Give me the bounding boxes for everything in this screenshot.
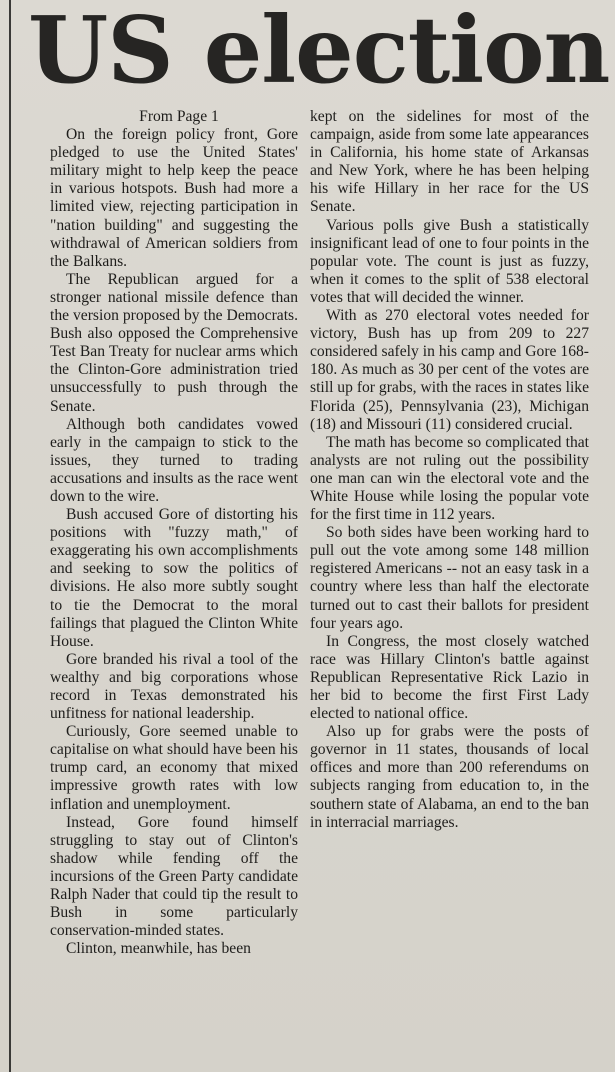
- paragraph: Clinton, meanwhile, has been: [66, 940, 251, 958]
- headline: US election: [28, 0, 610, 104]
- article-column-right: [310, 108, 589, 832]
- jump-line: From Page 1: [139, 108, 219, 125]
- paragraph: Bush accused Gore of distorting his positions with "fuzzy math," of exaggerating his own accomplishments and seeking to sow the politics of divisions. He also more subtly sought to tie the Democrat to the moral failings that plagued the Clinton White House.: [50, 506, 298, 650]
- paragraph: Although both candidates vowed early in the campaign to stick to the issues, they turned to trading accusations and insults as the race went down to the wire.: [50, 415, 298, 505]
- paragraph-continuation: kept on the sidelines for most of the campaign, aside from some late appearances in California, his home state of Arkansas and New York, where he has been helping his wife Hillary in her race for the US Senate.: [310, 108, 589, 216]
- paragraph: The math has become so complicated that analysts are not ruling out the possibility one man can win the electoral vote and the White House while losing the popular vote for the first time in 112 years.: [310, 433, 589, 524]
- paragraph: Curiously, Gore seemed unable to capitalise on what should have been his trump card, an economy that mixed impressive growth rates with low inflation and unemployment.: [50, 723, 298, 813]
- paragraph: Gore branded his rival a tool of the wealthy and big corporations whose record in Texas demonstrated his unfitness for national leadership.: [50, 650, 298, 723]
- article-column-left: [50, 108, 298, 958]
- paragraph: So both sides have been working hard to pull out the vote among some 148 million registered Americans -- not an easy task in a country where less than half the electorate turned out to cast their ballots for president four years ago.: [310, 524, 589, 632]
- paragraph: On the foreign policy front, Gore pledged to use the United States' military might to help keep the peace in various hotspots. Bush had more a limited view, rejecting participation in "nation building" and suggesting the withdrawal of American soldiers from the Balkans.: [50, 126, 298, 270]
- paragraph: Various polls give Bush a statistically insignificant lead of one to four points in the popular vote. The count is just as fuzzy, when it comes to the split of 538 electoral votes that will decided the winner.: [310, 216, 589, 306]
- paragraph: Also up for grabs were the posts of governor in 11 states, thousands of local offices and more than 200 referendums on subjects ranging from education to, in the southern state of Alabama, an end to the ban in interracial marriages.: [310, 723, 589, 831]
- paragraph: With as 270 electoral votes needed for victory, Bush has up from 209 to 227 considered safely in his camp and Gore 168-180. As much as 30 per cent of the votes are still up for grabs, with the races in states like Florida (25), Pennsylvania (23), Michigan (18) and Missouri (11) considered crucial.: [310, 307, 589, 433]
- paragraph: Instead, Gore found himself struggling to stay out of Clinton's shadow while fending off the incursions of the Green Party candidate Ralph Nader that could tip the result to Bush in some particularly conservation-minded states.: [50, 813, 298, 940]
- column-rule: [9, 0, 11, 1072]
- paragraph: In Congress, the most closely watched race was Hillary Clinton's battle against Republican Representative Rick Lazio in her bid to become the first First Lady elected to national office.: [310, 632, 589, 723]
- paragraph: The Republican argued for a stronger national missile defence than the version proposed by the Democrats. Bush also opposed the Comprehensive Test Ban Treaty for nuclear arms which the Clinton-Gore administration tried unsuccessfully to push through the Senate.: [50, 270, 298, 415]
